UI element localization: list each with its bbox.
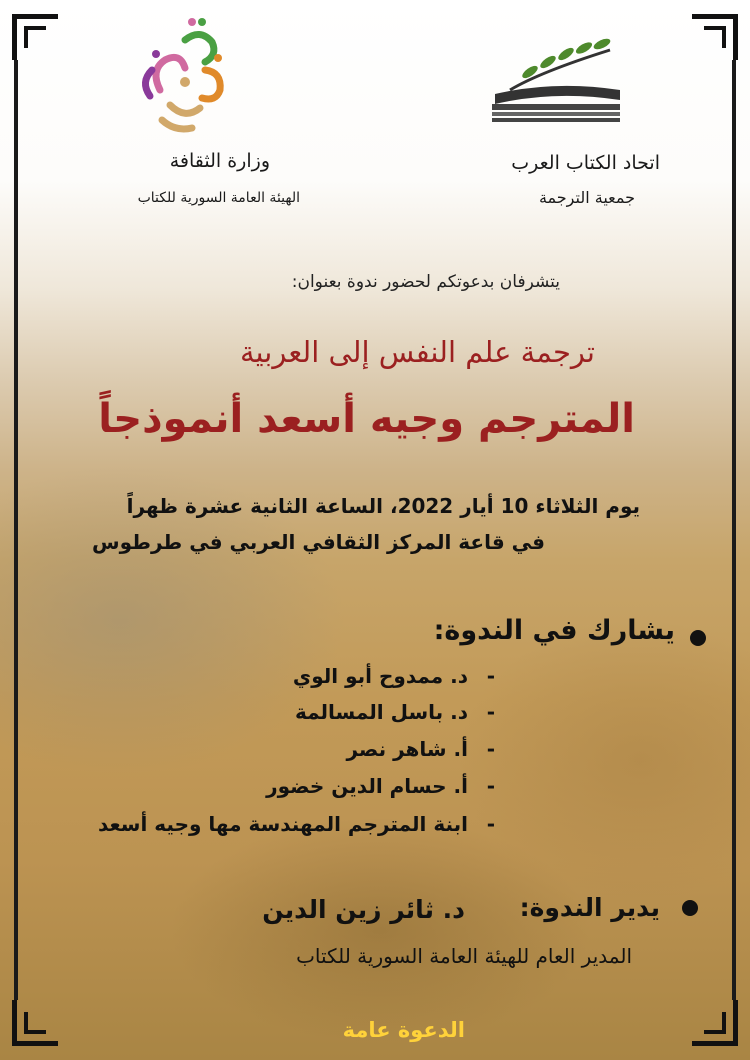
participant-name: د. ممدوح أبو الوي [292,664,468,688]
seminar-title: ترجمة علم النفس إلى العربية [240,335,595,369]
corner-ornament-top-left [12,14,62,64]
frame-left-edge [14,60,18,1000]
participant-item [0,700,750,730]
date-time-line: يوم الثلاثاء 10 أيار 2022، الساعة الثانية عشرة ظهراً [126,494,640,518]
moderator-bullet [682,900,698,916]
translation-association-name: جمعية الترجمة [538,188,635,207]
corner-ornament-bottom-left [12,996,62,1046]
participant-dash: - [486,812,495,836]
participant-dash: - [486,700,495,724]
arab-writers-union-logo [480,32,630,132]
participant-dash: - [486,664,495,688]
invitation-line: يتشرفان بدعوتكم لحضور ندوة بعنوان: [291,272,560,292]
venue-line: في قاعة المركز الثقافي العربي في طرطوس [92,530,545,554]
participant-dash: - [486,737,495,761]
participants-heading: يشارك في الندوة: [433,615,675,646]
participant-item [0,774,750,804]
moderator-name: د. ثائر زين الدين [262,895,465,924]
public-invitation-label: الدعوة عامة [342,1018,465,1042]
participant-dash: - [486,774,495,798]
participant-item [0,664,750,694]
ministry-of-culture-name: وزارة الثقافة [169,150,270,172]
participant-item [0,812,750,842]
participant-name: أ. شاهر نصر [346,737,468,761]
participant-name: ابنة المترجم المهندسة مها وجيه أسعد [97,812,468,836]
ministry-of-culture-logo [130,10,240,140]
participant-item [0,737,750,767]
moderator-title: المدير العام للهيئة العامة السورية للكتاب [296,944,632,968]
participant-name: د. باسل المسالمة [294,700,468,724]
corner-ornament-bottom-right [688,996,738,1046]
syrian-book-authority-name: الهيئة العامة السورية للكتاب [137,190,300,206]
participant-name: أ. حسام الدين خضور [266,774,468,798]
corner-ornament-top-right [688,14,738,64]
moderator-heading: يدير الندوة: [519,893,660,922]
arab-writers-union-name: اتحاد الكتاب العرب [511,152,660,174]
frame-right-edge [732,60,736,1000]
participants-bullet [690,630,706,646]
seminar-subtitle: المترجم وجيه أسعد أنموذجاً [98,396,635,442]
